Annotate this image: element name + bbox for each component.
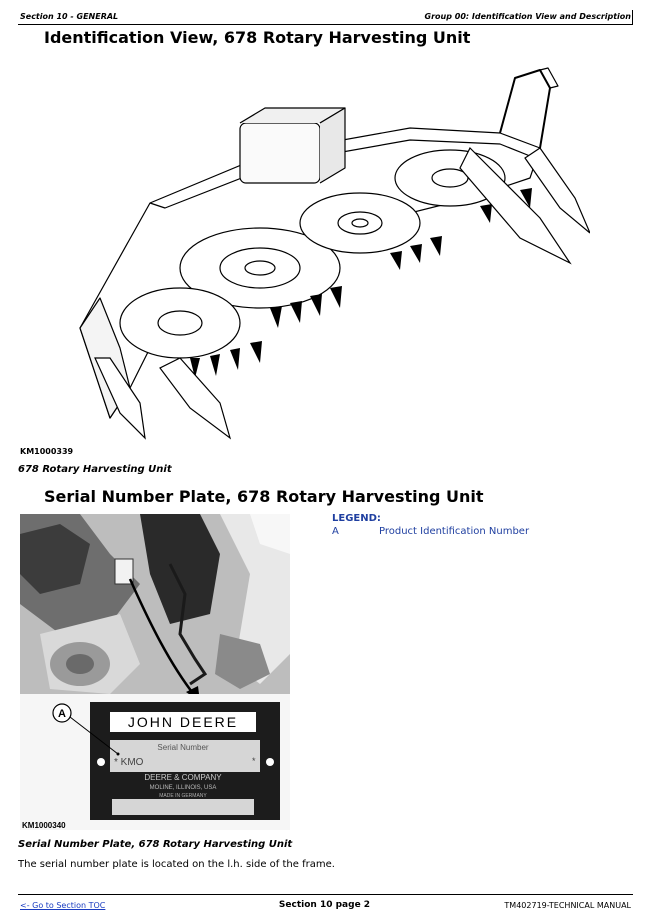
plate-serial-star: * <box>252 756 256 766</box>
plate-serial-label: Serial Number <box>157 743 209 752</box>
legend-description: Product Identification Number <box>379 526 530 537</box>
plate-city-text: MOLINE, ILLINOIS, USA <box>149 785 217 791</box>
header-divider-tick <box>632 10 633 25</box>
page-number: Section 10 page 2 <box>278 900 371 910</box>
legend-key: A <box>332 526 339 537</box>
plate-brand-text: JOHN DEERE <box>127 714 239 730</box>
body-paragraph: The serial number plate is located on the l.h. side of the frame. <box>18 859 335 870</box>
manual-id: TM402719-TECHNICAL MANUAL <box>504 901 631 910</box>
callout-a-label: A <box>58 708 66 720</box>
plate-company-text: DEERE & COMPANY <box>144 773 222 782</box>
serial-plate-photo <box>20 514 290 830</box>
plate-made-text: MADE IN GERMANY <box>159 793 207 799</box>
legend-title: LEGEND: <box>332 513 381 524</box>
plate-serial-value: * KMO <box>114 757 144 768</box>
go-to-section-toc-link[interactable]: <- Go to Section TOC <box>20 901 106 910</box>
figure-2-image-id: KM1000340 <box>22 821 66 830</box>
serial-plate-photo-drawing <box>20 514 290 830</box>
footer-divider <box>18 894 633 895</box>
figure-1-image-id: KM1000339 <box>20 447 74 456</box>
figure-2-caption: Serial Number Plate, 678 Rotary Harvesting Unit <box>18 839 293 850</box>
rotary-harvesting-unit-illustration <box>70 58 590 443</box>
group-header: Group 00: Identification View and Description <box>424 12 631 21</box>
section-header: Section 10 - GENERAL <box>20 12 119 21</box>
header-divider <box>18 24 633 25</box>
identification-view-title: Identification View, 678 Rotary Harvesting Unit <box>44 28 471 47</box>
serial-number-plate-title: Serial Number Plate, 678 Rotary Harvesting Unit <box>44 487 484 506</box>
figure-1-caption: 678 Rotary Harvesting Unit <box>18 464 172 475</box>
